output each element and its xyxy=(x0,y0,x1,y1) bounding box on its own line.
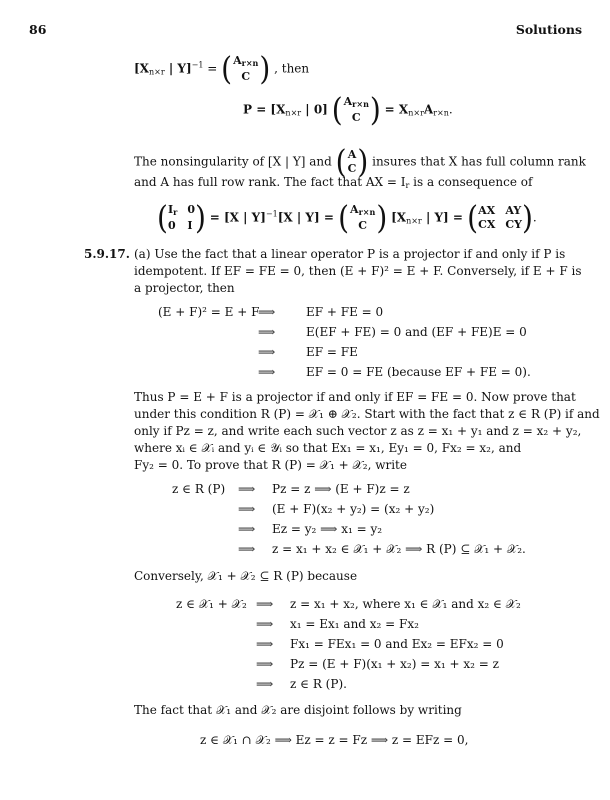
paragraph-line: The nonsingularity of [X | Y] and ( A C ) insures that X has full column rank xyxy=(134,142,586,181)
derivation-rhs: E(EF + FE) = 0 and (EF + FE)E = 0 xyxy=(306,325,527,339)
paragraph-line: Conversely, 𝒳₁ + 𝒳₂ ⊆ R (P) because xyxy=(134,569,358,583)
derivation-rhs: x₁ = Ex₁ and x₂ = Fx₂ xyxy=(290,617,419,631)
page-number: 86 xyxy=(29,22,47,37)
paragraph-line: (a) Use the fact that a linear operator P is a projector if and only if P is xyxy=(134,247,566,261)
equation-disjoint: z ∈ 𝒳₁ ∩ 𝒳₂ ⟹ Ez = z = Fz ⟹ z = EFz = 0, xyxy=(200,733,469,747)
derivation-arrow: ⟹ xyxy=(238,482,256,496)
paragraph-line: Fy₂ = 0. To prove that R (P) = 𝒳₁ + 𝒳₂, write xyxy=(134,458,407,472)
derivation-rhs: EF = 0 = FE (because EF + FE = 0). xyxy=(306,365,531,379)
derivation-rhs: (E + F)(x₂ + y₂) = (x₂ + y₂) xyxy=(272,502,435,516)
derivation-arrow: ⟹ xyxy=(258,345,276,359)
derivation-rhs: EF = FE xyxy=(306,345,358,359)
derivation-rhs: z ∈ R (P). xyxy=(290,677,347,691)
equation-projector: $P = [X_{n\times r}$ | 0] ( $A_{r\times n}$ C ) = $X_{n\times r}A_{r\times n}$. xyxy=(243,90,453,129)
derivation-rhs: Pz = z ⟹ (E + F)z = z xyxy=(272,482,410,496)
derivation-lhs: z ∈ 𝒳₁ + 𝒳₂ xyxy=(176,597,247,611)
derivation-lhs: z ∈ R (P) xyxy=(172,482,226,496)
paragraph-line: Thus P = E + F is a projector if and only if EF = FE = 0. Now prove that xyxy=(134,390,576,404)
paragraph-line: under this condition R (P) = 𝒳₁ ⊕ 𝒳₂. Start with the fact that z ∈ R (P) if and xyxy=(134,407,600,421)
derivation-arrow: ⟹ xyxy=(256,657,274,671)
equation-identity: ( $I_r$ 0 0 I ) = [X | Y]$^{-1}$[X | Y] = ( $A_{r\times n}$ C ) [$X_{n\times r}$ | Y] = ( AX AY CX CY ) . xyxy=(157,198,537,237)
paragraph-line: The fact that 𝒳₁ and 𝒳₂ are disjoint follows by writing xyxy=(134,703,462,717)
derivation-arrow: ⟹ xyxy=(258,325,276,339)
paragraph-line: and A has full row rank. The fact that AX = $I_r$ is a consequence of xyxy=(134,175,533,190)
paragraph-line: where xᵢ ∈ 𝒳ᵢ and yᵢ ∈ 𝒴ᵢ so that Ex₁ = x₁, Ey₁ = 0, Fx₂ = x₂, and xyxy=(134,441,522,455)
paragraph-line: a projector, then xyxy=(134,281,235,295)
paragraph-line: only if Pz = z, and write each such vector z as z = x₁ + y₁ and z = x₂ + y₂, xyxy=(134,424,582,438)
derivation-arrow: ⟹ xyxy=(256,637,274,651)
derivation-arrow: ⟹ xyxy=(238,522,256,536)
derivation-rhs: Ez = y₂ ⟹ x₁ = y₂ xyxy=(272,522,383,536)
derivation-rhs: Fx₁ = FEx₁ = 0 and Ex₂ = EFx₂ = 0 xyxy=(290,637,504,651)
derivation-arrow: ⟹ xyxy=(238,502,256,516)
derivation-rhs: EF + FE = 0 xyxy=(306,305,384,319)
derivation-arrow: ⟹ xyxy=(256,677,274,691)
derivation-arrow: ⟹ xyxy=(258,305,276,319)
derivation-rhs: Pz = (E + F)(x₁ + x₂) = x₁ + x₂ = z xyxy=(290,657,499,671)
derivation-arrow: ⟹ xyxy=(238,542,256,556)
derivation-lhs: (E + F)² = E + F xyxy=(158,305,260,319)
problem-label: 5.9.17. xyxy=(84,247,130,261)
equation-inverse: [$X_{n\times r}$ | Y]$^{-1}$ = ( $A_{r\times n}$ C ) , then xyxy=(134,49,310,88)
derivation-arrow: ⟹ xyxy=(256,617,274,631)
derivation-rhs: z = x₁ + x₂, where x₁ ∈ 𝒳₁ and x₂ ∈ 𝒳₂ xyxy=(290,597,521,611)
derivation-arrow: ⟹ xyxy=(256,597,274,611)
running-header: Solutions xyxy=(515,22,582,37)
derivation-arrow: ⟹ xyxy=(258,365,276,379)
derivation-rhs: z = x₁ + x₂ ∈ 𝒳₁ + 𝒳₂ ⟹ R (P) ⊆ 𝒳₁ + 𝒳₂. xyxy=(272,542,526,556)
paragraph-line: idempotent. If EF = FE = 0, then (E + F)² = E + F. Conversely, if E + F is xyxy=(134,264,582,278)
